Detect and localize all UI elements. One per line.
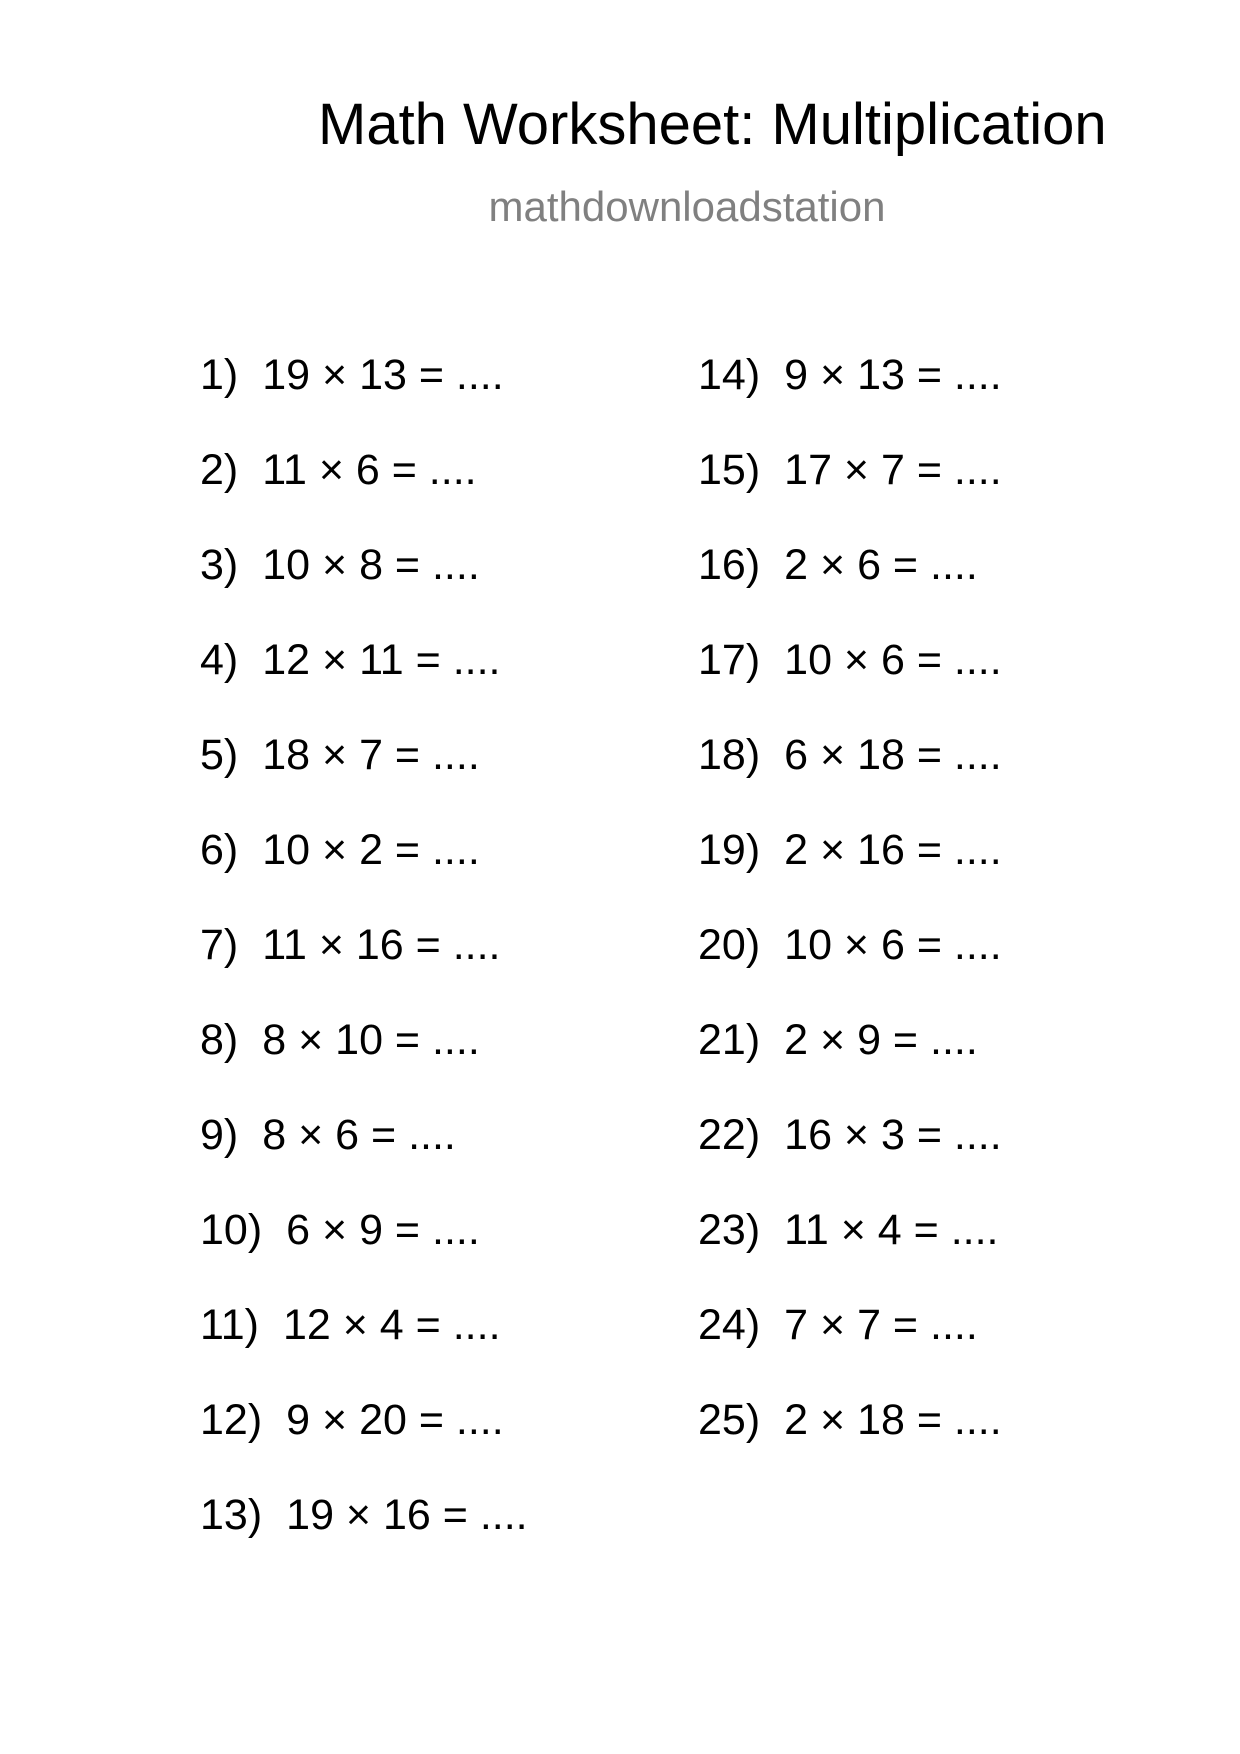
problem-item <box>698 1300 1002 1395</box>
problem-number: 23) <box>698 1206 761 1254</box>
problem-item <box>698 445 1002 540</box>
problem-expression: 7 × 7 = .... <box>784 1301 978 1349</box>
problem-expression: 2 × 16 = .... <box>784 826 1002 874</box>
problem-expression: 19 × 16 = .... <box>286 1491 528 1539</box>
problem-expression: 12 × 4 = .... <box>282 1301 501 1349</box>
problem-column-left <box>200 350 528 1585</box>
problem-item <box>698 350 1002 445</box>
problem-number: 24) <box>698 1301 761 1349</box>
problem-column-right <box>698 350 1002 1490</box>
problem-item <box>200 825 528 920</box>
problem-number: 13) <box>200 1491 263 1539</box>
problem-expression: 10 × 6 = .... <box>784 636 1002 684</box>
problem-item <box>200 1015 528 1110</box>
problem-number: 19) <box>698 826 761 874</box>
problem-expression: 17 × 7 = .... <box>784 446 1002 494</box>
problem-expression: 10 × 6 = .... <box>784 921 1002 969</box>
problem-number: 18) <box>698 731 761 779</box>
problem-number: 17) <box>698 636 761 684</box>
problem-item <box>698 540 1002 635</box>
problem-number: 25) <box>698 1396 761 1444</box>
problem-number: 7) <box>200 921 239 969</box>
problem-number: 3) <box>200 541 239 589</box>
problem-item <box>200 445 528 540</box>
problem-item <box>200 1395 528 1490</box>
problem-number: 22) <box>698 1111 761 1159</box>
problem-number: 2) <box>200 446 239 494</box>
problem-number: 16) <box>698 541 761 589</box>
problem-number: 10) <box>200 1206 263 1254</box>
problem-item <box>200 1205 528 1300</box>
problem-expression: 2 × 6 = .... <box>784 541 978 589</box>
problem-expression: 8 × 6 = .... <box>262 1111 456 1159</box>
problem-item <box>200 540 528 635</box>
problem-expression: 10 × 8 = .... <box>262 541 480 589</box>
problem-number: 21) <box>698 1016 761 1064</box>
problem-item <box>200 1110 528 1205</box>
problem-item <box>200 1300 528 1395</box>
problem-expression: 11 × 4 = .... <box>784 1206 999 1254</box>
problem-expression: 2 × 18 = .... <box>784 1396 1002 1444</box>
problem-expression: 10 × 2 = .... <box>262 826 480 874</box>
problem-item <box>200 1490 528 1585</box>
problem-expression: 11 × 6 = .... <box>262 446 477 494</box>
problem-number: 15) <box>698 446 761 494</box>
problem-item <box>698 1205 1002 1300</box>
problem-item <box>698 920 1002 1015</box>
problem-number: 1) <box>200 351 239 399</box>
problem-expression: 18 × 7 = .... <box>262 731 480 779</box>
problem-expression: 6 × 9 = .... <box>286 1206 480 1254</box>
problem-number: 5) <box>200 731 239 779</box>
problem-expression: 19 × 13 = .... <box>262 351 504 399</box>
page-title: Math Worksheet: Multiplication <box>318 92 1107 157</box>
problem-number: 6) <box>200 826 239 874</box>
problem-item <box>698 1015 1002 1110</box>
problem-item <box>698 635 1002 730</box>
problem-item <box>200 350 528 445</box>
problem-number: 9) <box>200 1111 239 1159</box>
page-subtitle: mathdownloadstation <box>488 183 886 230</box>
problem-expression: 8 × 10 = .... <box>262 1016 480 1064</box>
problem-number: 11) <box>200 1301 259 1349</box>
problem-expression: 11 × 16 = .... <box>262 921 501 969</box>
problem-item <box>698 825 1002 920</box>
problem-expression: 16 × 3 = .... <box>784 1111 1002 1159</box>
problem-item <box>200 635 528 730</box>
problem-item <box>698 1395 1002 1490</box>
problem-expression: 2 × 9 = .... <box>784 1016 978 1064</box>
problem-number: 4) <box>200 636 239 684</box>
problem-item <box>200 920 528 1015</box>
problem-expression: 9 × 13 = .... <box>784 351 1002 399</box>
problem-number: 14) <box>698 351 761 399</box>
problem-expression: 12 × 11 = .... <box>262 636 501 684</box>
problem-number: 8) <box>200 1016 239 1064</box>
problem-item <box>200 730 528 825</box>
problem-item <box>698 730 1002 825</box>
problem-item <box>698 1110 1002 1205</box>
problem-number: 20) <box>698 921 761 969</box>
problem-expression: 6 × 18 = .... <box>784 731 1002 779</box>
problem-expression: 9 × 20 = .... <box>286 1396 504 1444</box>
problem-number: 12) <box>200 1396 263 1444</box>
